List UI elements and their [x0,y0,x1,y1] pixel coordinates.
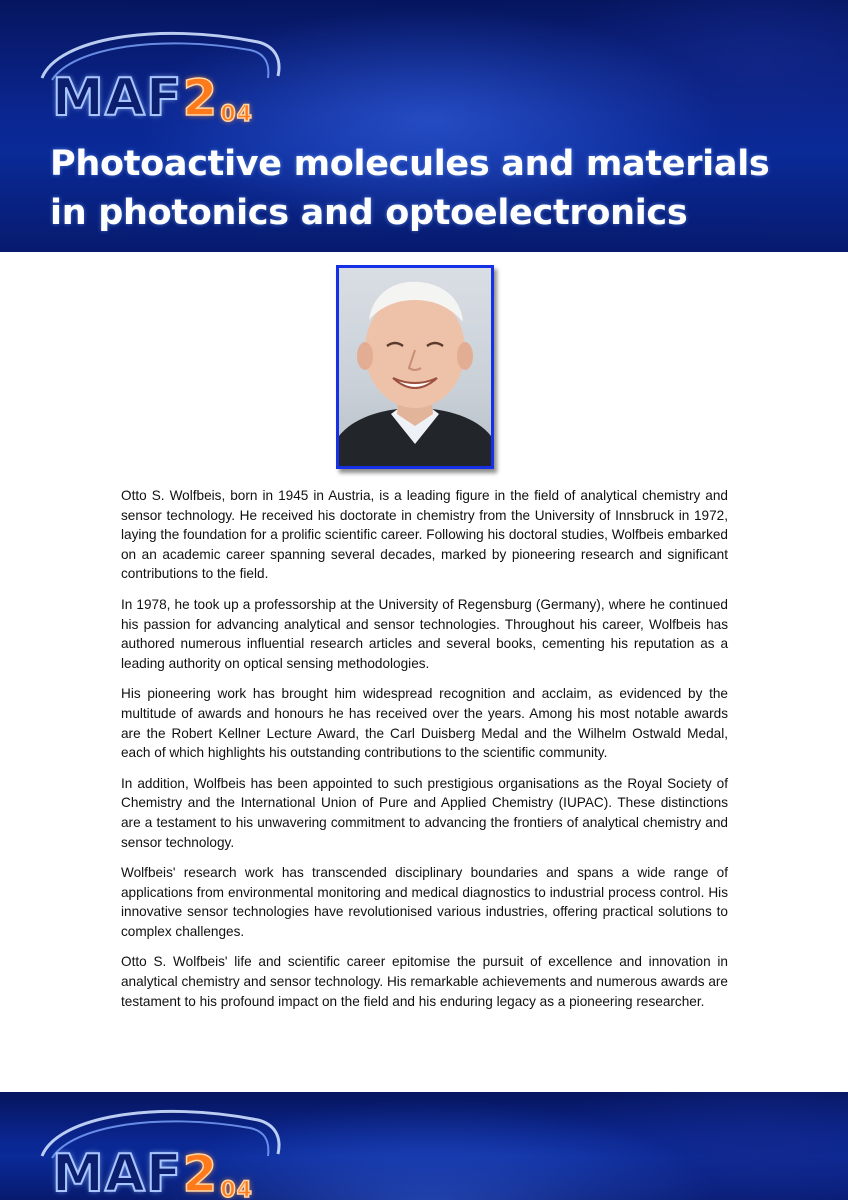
biography [121,486,728,1022]
logo-year-main: 2 [182,69,219,127]
portrait-photo [336,265,494,469]
footer-logo-year-main: 2 [182,1145,219,1200]
footer-maf-logo [52,1144,253,1200]
title-line-2: in photonics and optoelectronics [50,193,688,233]
portrait-illustration [339,268,491,466]
footer-logo-year [183,1145,253,1200]
maf-logo [52,68,253,128]
header-banner [0,0,848,252]
footer-logo-letters: MAF [52,1144,183,1200]
logo-letters: MAF [52,68,183,128]
bio-paragraph: In 1978, he took up a professorship at the University of Regensburg (Germany), where he continued his passion for advancing analytical and sensor technologies. Throughout his career, Wolfbeis has authored numerous influential research articles and several books, cementing his reputation as a leading authority on optical sensing methodologies. [121,596,728,671]
bio-paragraph: In addition, Wolfbeis has been appointed to such prestigious organisations as the Royal Society of Chemistry and the International Union of Pure and Applied Chemistry (IUPAC). These distinctions are a testament to his unwavering commitment to advancing the frontiers of analytical chemistry and sensor technology. [121,775,728,850]
logo-year-sub: 04 [220,102,253,127]
footer-logo-year-sub: 04 [220,1178,253,1200]
bio-paragraph: Otto S. Wolfbeis' life and scientific career epitomise the pursuit of excellence and innovation in analytical chemistry and sensor technology. His remarkable achievements and numerous awards are testament to his profound impact on the field and his enduring legacy as a pioneering researcher. [121,954,728,1009]
bio-paragraph: Otto S. Wolfbeis, born in 1945 in Austria, is a leading figure in the field of analytical chemistry and sensor technology. He received his doctorate in chemistry from the University of Innsbruck in 1972, laying the foundation for a prolific scientific career. Following his doctoral studies, Wolfbeis embarked on an academic career spanning several decades, marked by pioneering research and significant contributions to the field. [121,488,728,582]
footer-banner [0,1092,848,1200]
bio-paragraph: His pioneering work has brought him widespread recognition and acclaim, as evidenced by the multitude of awards and honours he has received over the years. Among his most notable awards are the Robert Kellner Lecture Award, the Carl Duisberg Medal and the Wilhelm Ostwald Medal, each of which highlights his outstanding contributions to the scientific community. [121,686,728,761]
page-title [50,140,769,238]
bio-paragraph: Wolfbeis' research work has transcended disciplinary boundaries and spans a wide range of applications from environmental monitoring and medical diagnostics to industrial process control. His innovative sensor technologies have revolutionised various industries, offering practical solutions to complex challenges. [121,865,728,939]
logo-year [183,69,253,127]
title-line-1: Photoactive molecules and materials [50,144,770,184]
